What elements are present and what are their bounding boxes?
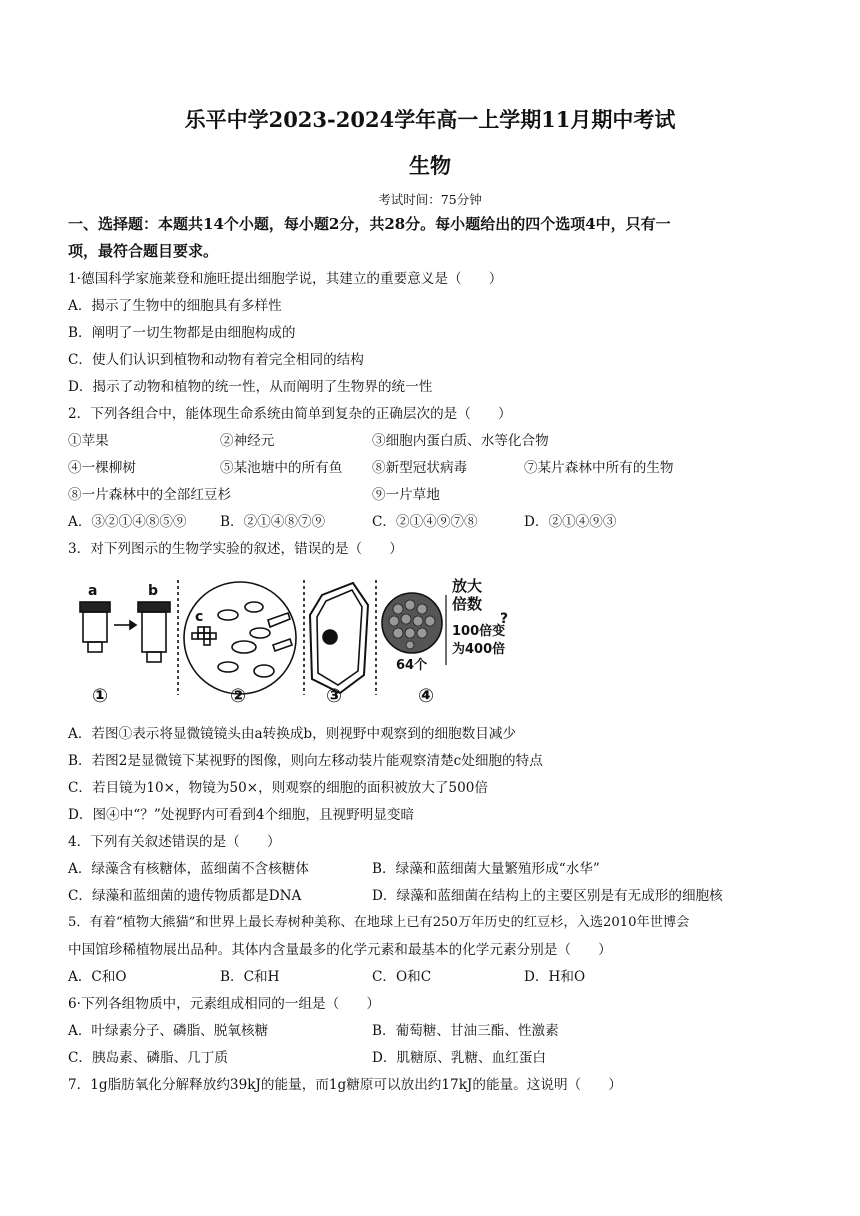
question-stem-line2: 中国馆珍稀植物展出品种。其体内含量最多的化学元素和最基本的化学元素分别是（ ）: [68, 942, 612, 958]
item: ⑧新型冠状病毒: [372, 460, 468, 476]
item: ⑦某片森林中所有的生物: [524, 460, 674, 476]
option-d: D．揭示了动物和植物的统一性，从而阐明了生物界的统一性: [68, 379, 433, 395]
option-b: B．葡萄糖、甘油三酯、性激素: [372, 1023, 559, 1039]
panel-label-3: ③: [326, 685, 343, 707]
option-b: B．C和H: [220, 969, 280, 985]
option-b: B．阐明了一切生物都是由细胞构成的: [68, 325, 296, 341]
label-c: c: [195, 609, 204, 625]
option-a: A．若图①表示将显微镜镜头由a转换成b，则视野中观察到的细胞数目减少: [68, 726, 517, 742]
option-d: D．②①④⑨③: [524, 514, 617, 530]
section-heading-line1: 一、选择题：本题共14个小题，每小题2分，共28分。每小题给出的四个选项4中，只有一: [68, 215, 671, 233]
option-c: C．胰岛素、磷脂、几丁质: [68, 1050, 228, 1066]
panel-label-1: ①: [92, 685, 109, 707]
option-a: A．③②①④⑧⑤⑨: [68, 514, 187, 530]
question-stem: 6·下列各组物质中，元素组成相同的一组是（ ）: [68, 996, 381, 1012]
option-d: D．肌糖原、乳糖、血红蛋白: [372, 1050, 547, 1066]
subject-title: 生物: [409, 153, 451, 178]
question-stem: 1·德国科学家施莱登和施旺提出细胞学说，其建立的重要意义是（ ）: [68, 271, 503, 287]
item: ④一棵柳树: [68, 460, 136, 476]
cell-cluster: [192, 602, 292, 677]
item: ③细胞内蛋白质、水等化合物: [372, 433, 549, 449]
option-b: B．绿藻和蓝细菌大量繁殖形成“水华”: [372, 861, 600, 877]
question-stem: 3．对下列图示的生物学实验的叙述，错误的是（ ）: [68, 541, 403, 557]
magnify-text-3: 100倍变: [452, 624, 506, 639]
objective-lens-a: [80, 602, 110, 652]
cell-count-label: 64个: [396, 658, 428, 673]
option-b: B．若图2是显微镜下某视野的图像，则向左移动装片能观察清楚c处细胞的特点: [68, 753, 543, 769]
question-stem-line1: 5．有着“植物大熊猫”和世界上最长寿树种美称、在地球上已有250万年历史的红豆杉，入选2010年世博会: [68, 915, 690, 930]
option-c: C．使人们认识到植物和动物有着完全相同的结构: [68, 352, 364, 368]
panel-label-2: ②: [230, 685, 247, 707]
exam-title: 乐平中学2023-2024学年高一上学期11月期中考试: [184, 107, 676, 132]
panel-label-4: ④: [418, 685, 435, 707]
question-stem: 2．下列各组合中，能体现生命系统由简单到复杂的正确层次的是（ ）: [68, 406, 512, 422]
microscope-figure: [68, 575, 518, 710]
magnify-text-2: 倍数: [452, 595, 483, 613]
question-stem: 4．下列有关叙述错误的是（ ）: [68, 834, 281, 850]
plant-cell: [310, 583, 368, 693]
magnify-text-4: 为400倍: [452, 642, 506, 657]
option-c: C．若目镜为10×，物镜为50×，则观察的细胞的面积被放大了500倍: [68, 780, 488, 796]
option-a: A．绿藻含有核糖体，蓝细菌不含核糖体: [68, 861, 309, 877]
item: ⑧一片森林中的全部红豆杉: [68, 487, 232, 503]
field-of-view-circle: [184, 582, 296, 694]
label-a: a: [88, 583, 98, 599]
option-a: A．揭示了生物中的细胞具有多样性: [68, 298, 282, 314]
item: ⑤某池塘中的所有鱼: [220, 460, 343, 476]
arrow-icon: [114, 621, 136, 629]
option-a: A．C和O: [68, 969, 127, 985]
option-a: A．叶绿素分子、磷脂、脱氧核糖: [68, 1023, 269, 1039]
item: ①苹果: [68, 433, 109, 449]
magnify-text-1: 放大: [452, 577, 483, 595]
item: ②神经元: [220, 433, 275, 449]
option-d: D．图④中“？”处视野内可看到4个细胞，且视野明显变暗: [68, 807, 415, 823]
objective-lens-b: [138, 602, 170, 662]
option-d: D．绿藻和蓝细菌在结构上的主要区别是有无成形的细胞核: [372, 888, 723, 904]
option-c: C．②①④⑨⑦⑧: [372, 514, 478, 530]
option-c: C．O和C: [372, 969, 432, 985]
exam-time: 考试时间：75分钟: [378, 192, 482, 207]
option-d: D．H和O: [524, 969, 586, 985]
question-mark: ?: [500, 611, 509, 627]
option-b: B．②①④⑧⑦⑨: [220, 514, 326, 530]
label-b: b: [148, 583, 159, 599]
item: ⑨一片草地: [372, 487, 440, 503]
question-stem: 7．1g脂肪氧化分解释放约39kJ的能量，而1g糖原可以放出约17kJ的能量。这说明（ ）: [68, 1077, 622, 1093]
option-c: C．绿藻和蓝细菌的遗传物质都是DNA: [68, 888, 302, 904]
section-heading-line2: 项，最符合题目要求。: [68, 242, 219, 260]
